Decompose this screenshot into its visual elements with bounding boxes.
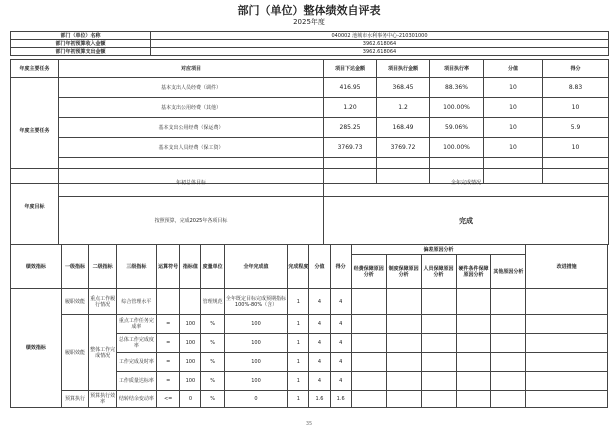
ind-row-dev-cell [421,289,456,315]
indicators-table [10,244,608,408]
goal-label: 年度目标 [11,169,59,245]
ind-header-dev-system: 制度保障原因分析 [386,255,421,289]
ind-row-operator: = [157,315,180,334]
ind-row-level2: 预算执行效率 [89,391,117,408]
ind-row-got: 4 [330,289,351,315]
ind-row-rating: 1 [288,334,309,353]
ind-row-got: 4 [330,334,351,353]
budget-income-label: 部门年初预算收入金额 [11,40,151,48]
ind-row-rating: 1 [288,353,309,372]
task-row-rate: 88.36% [430,78,484,98]
ind-row-unit: % [201,334,224,353]
ind-row-got: 1.6 [330,391,351,408]
ind-row-dev-cell [386,391,421,408]
ind-row-dev-cell [386,372,421,391]
ind-header-level3: 三级指标 [116,245,156,289]
ind-row-dev-cell [421,315,456,334]
ind-row-level3: 结转结余变动率 [116,391,156,408]
ind-row-dev-cell [421,372,456,391]
ind-row-unit: % [201,372,224,391]
ind-row-operator [157,289,180,315]
budget-expense-value: 3962.618064 [151,48,609,56]
ind-row-level2: 重点工作履行情况 [89,289,117,315]
ind-row-target: 100 [180,334,201,353]
ind-header-score: 分值 [309,245,330,289]
ind-row-score: 4 [309,315,330,334]
ind-row-got: 4 [330,353,351,372]
tasks-side-label-top: 年度主要任务 [11,60,59,78]
budget-expense-label: 部门年初预算支出金额 [11,48,151,56]
task-row-issued: 285.25 [324,118,377,138]
ind-row-actual: 100 [224,334,288,353]
ind-row-dev-cell [351,372,386,391]
ind-row-level1: 预算执行 [61,391,89,408]
task-row-project: 基本支出公用经费（其他） [59,98,324,118]
ind-row-dev-cell [351,315,386,334]
goal-completion-header: 全年完成情况 [324,169,609,197]
task-row-score: 10 [484,118,543,138]
ind-header-operator: 运算符号 [157,245,180,289]
ind-header-actual: 全年完成值 [224,245,288,289]
ind-row-dev-cell [456,289,491,315]
ind-row-improve-cell [526,372,608,391]
goal-initial-header: 年初总体目标 [59,169,324,197]
unit-name-label: 部门（单位）名称 [11,32,151,40]
ind-row-got: 4 [330,372,351,391]
ind-row-dev-cell [456,372,491,391]
ind-row-operator: = [157,372,180,391]
ind-row-dev-cell [351,334,386,353]
ind-row-dev-cell [456,334,491,353]
ind-row-improve-cell [526,289,608,315]
ind-row-dev-cell [456,315,491,334]
ind-row-score: 4 [309,353,330,372]
ind-row-level3: 工作质量达标率 [116,372,156,391]
ind-row-dev-cell [421,334,456,353]
indicators-section-label: 绩效指标 [11,289,62,408]
ind-row-target: 100 [180,372,201,391]
ind-header-unit: 度量单位 [201,245,224,289]
ind-header-got: 得分 [330,245,351,289]
ind-row-score: 1.6 [309,391,330,408]
task-row-executed: 168.49 [377,118,430,138]
goal-table [10,168,609,245]
tasks-header-issued: 项目下达金额 [324,60,377,78]
ind-row-actual: 全年既定目标完成预期指标 100%-80%（含） [224,289,288,315]
ind-row-target: 0 [180,391,201,408]
ind-row-operator: = [157,334,180,353]
ind-row-dev-cell [491,315,526,334]
ind-row-level3: 综合管理水平 [116,289,156,315]
task-row-executed: 3769.72 [377,138,430,158]
ind-header-dev-funding: 经费保障原因分析 [351,255,386,289]
tasks-header-executed: 项目执行金额 [377,60,430,78]
goal-initial-value: 按照预算，完成2025年各项目标 [59,197,324,245]
ind-row-improve-cell [526,334,608,353]
ind-row-actual: 0 [224,391,288,408]
unit-name-value: 040002 池城市水利事务中心-210301000 [151,32,609,40]
ind-header-dev-staff: 人员保障原因分析 [421,255,456,289]
ind-row-level3: 重点工作任务完成率 [116,315,156,334]
ind-row-improve-cell [526,353,608,372]
ind-row-dev-cell [421,391,456,408]
page-number: 35 [305,421,313,427]
ind-row-dev-cell [421,353,456,372]
ind-row-score: 4 [309,372,330,391]
ind-row-dev-cell [386,289,421,315]
ind-row-improve-cell [526,391,608,408]
task-row-issued: 1.20 [324,98,377,118]
ind-row-got: 4 [330,315,351,334]
ind-row-unit: % [201,353,224,372]
task-row-executed: 1.2 [377,98,430,118]
tasks-header-rate: 项目执行率 [430,60,484,78]
ind-row-score: 4 [309,289,330,315]
ind-row-level3: 总体工作完成度率 [116,334,156,353]
ind-row-unit: % [201,315,224,334]
ind-row-rating: 1 [288,289,309,315]
task-row-issued: 416.95 [324,78,377,98]
tasks-header-score: 分值 [484,60,543,78]
tasks-header-project: 对应项目 [59,60,324,78]
ind-header-improve: 改进措施 [526,245,608,289]
task-row-got: 10 [543,138,609,158]
task-row-executed: 368.45 [377,78,430,98]
ind-row-dev-cell [386,353,421,372]
ind-row-operator: = [157,353,180,372]
ind-row-dev-cell [351,289,386,315]
ind-row-target [180,289,201,315]
task-row-got: 5.9 [543,118,609,138]
task-row-rate: 100.00% [430,98,484,118]
ind-header-deviation: 偏差原因分析 [351,245,526,255]
ind-row-actual: 100 [224,315,288,334]
goal-completion-value: 完成 [324,197,609,245]
ind-row-unit: 管理规范 [201,289,224,315]
ind-row-rating: 1 [288,391,309,408]
ind-row-dev-cell [491,391,526,408]
ind-row-level3: 工作完成及时率 [116,353,156,372]
task-row-score: 10 [484,138,543,158]
ind-row-actual: 100 [224,353,288,372]
ind-row-rating: 1 [288,315,309,334]
ind-row-actual: 100 [224,372,288,391]
task-row-score: 10 [484,98,543,118]
ind-row-level2: 整体工作完成情况 [89,315,117,391]
report-year: 2025年度 [293,18,325,26]
ind-row-level1: 履职效能 [61,289,89,315]
ind-row-operator: <= [157,391,180,408]
task-row-project: 基本支出公用经费（保运费） [59,118,324,138]
ind-row-dev-cell [456,391,491,408]
ind-header-target: 指标值 [180,245,201,289]
task-row-project: 基本支出人员经费（保工资） [59,138,324,158]
ind-header-level1: 一级指标 [61,245,89,289]
unit-info-table [10,31,609,56]
tasks-side-label: 年度主要任务 [11,78,59,184]
ind-row-target: 100 [180,353,201,372]
ind-row-dev-cell [491,334,526,353]
ind-row-level1: 履职效能 [61,315,89,391]
page-title: 部门（单位）整体绩效自评表 [237,4,381,17]
tasks-table [10,59,609,184]
ind-row-score: 4 [309,334,330,353]
ind-row-rating: 1 [288,372,309,391]
ind-row-dev-cell [351,353,386,372]
ind-row-dev-cell [351,391,386,408]
ind-header-rating: 完成程度 [288,245,309,289]
task-row-rate: 100.00% [430,138,484,158]
task-row-rate: 59.06% [430,118,484,138]
ind-row-dev-cell [491,372,526,391]
report-page [10,0,608,428]
task-row-score: 10 [484,78,543,98]
task-row-project: 基本支出人员经费（调件） [59,78,324,98]
task-row-got: 8.83 [543,78,609,98]
task-row-got: 10 [543,98,609,118]
ind-row-target: 100 [180,315,201,334]
budget-income-value: 3962.618064 [151,40,609,48]
tasks-header-got: 得分 [543,60,609,78]
ind-header-dev-other: 其他原因分析 [491,255,526,289]
ind-row-improve-cell [526,315,608,334]
ind-header-level2: 二级指标 [89,245,117,289]
ind-row-unit: % [201,391,224,408]
ind-header-dev-hardware: 硬件条件保障原因分析 [456,255,491,289]
task-row-issued: 3769.73 [324,138,377,158]
ind-row-dev-cell [386,334,421,353]
ind-row-dev-cell [491,353,526,372]
ind-row-dev-cell [386,315,421,334]
indicators-section-label-header: 绩效指标 [11,245,62,289]
ind-row-dev-cell [456,353,491,372]
ind-row-dev-cell [491,289,526,315]
